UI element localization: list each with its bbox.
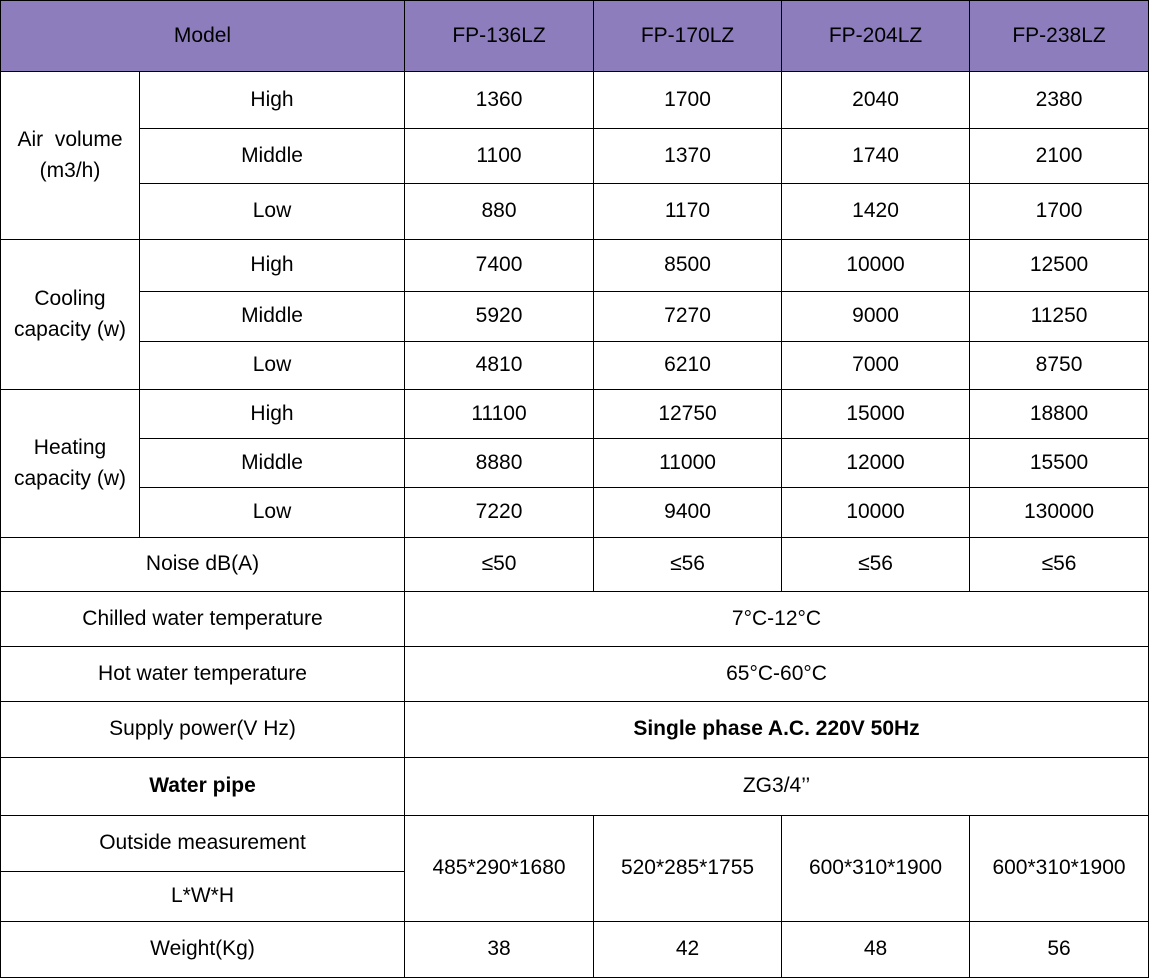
- value-cell: 5920: [405, 292, 594, 342]
- value-cell: 1360: [405, 72, 594, 129]
- hot-water-value: 65°C-60°C: [405, 647, 1149, 702]
- value-cell: 1740: [782, 129, 970, 184]
- group-label-line: Air volume: [17, 128, 123, 152]
- dimension-cell: 520*285*1755: [594, 816, 782, 922]
- value-cell: 4810: [405, 342, 594, 390]
- header-row: [1, 1, 1149, 72]
- value-cell: 1370: [594, 129, 782, 184]
- value-cell: 8500: [594, 240, 782, 292]
- value-cell: 1100: [405, 129, 594, 184]
- value-cell: 8750: [970, 342, 1149, 390]
- value-cell: ≤50: [405, 538, 594, 592]
- lwh-label: L*W*H: [1, 872, 405, 922]
- value-cell: 1700: [970, 184, 1149, 240]
- value-cell: 12750: [594, 390, 782, 439]
- weight-label: Weight(Kg): [1, 922, 405, 978]
- value-cell: 12500: [970, 240, 1149, 292]
- table-row: [1, 439, 1149, 488]
- level-cell: Low: [140, 342, 405, 390]
- table-row: [1, 488, 1149, 538]
- value-cell: 880: [405, 184, 594, 240]
- table-row: [1, 129, 1149, 184]
- table-row: [1, 816, 1149, 872]
- water-pipe-value: ZG3/4’’: [405, 758, 1149, 816]
- level-cell: High: [140, 390, 405, 439]
- value-cell: 1700: [594, 72, 782, 129]
- air-volume-label: [1, 72, 140, 240]
- value-cell: 38: [405, 922, 594, 978]
- water-pipe-label: Water pipe: [1, 758, 405, 816]
- value-cell: 7220: [405, 488, 594, 538]
- value-cell: 7000: [782, 342, 970, 390]
- group-label-line: Cooling: [34, 287, 106, 311]
- level-cell: High: [140, 72, 405, 129]
- table-row: [1, 292, 1149, 342]
- table-row: [1, 184, 1149, 240]
- value-cell: 8880: [405, 439, 594, 488]
- model-name: FP-170LZ: [594, 1, 782, 72]
- dimension-cell: 600*310*1900: [782, 816, 970, 922]
- dimension-cell: 600*310*1900: [970, 816, 1149, 922]
- group-label-line: capacity (w): [13, 466, 127, 490]
- value-cell: 18800: [970, 390, 1149, 439]
- table-row: [1, 342, 1149, 390]
- value-cell: 2380: [970, 72, 1149, 129]
- level-cell: Low: [140, 488, 405, 538]
- table-row: [1, 240, 1149, 292]
- table-row: [1, 758, 1149, 816]
- level-cell: Middle: [140, 439, 405, 488]
- value-cell: 6210: [594, 342, 782, 390]
- table-row: [1, 922, 1149, 978]
- value-cell: 15000: [782, 390, 970, 439]
- value-cell: 7400: [405, 240, 594, 292]
- value-cell: 9400: [594, 488, 782, 538]
- level-cell: Middle: [140, 292, 405, 342]
- value-cell: ≤56: [594, 538, 782, 592]
- value-cell: 11250: [970, 292, 1149, 342]
- outside-measurement-label: Outside measurement: [1, 816, 405, 872]
- chilled-water-label: Chilled water temperature: [1, 592, 405, 647]
- level-cell: Middle: [140, 129, 405, 184]
- model-name: FP-238LZ: [970, 1, 1149, 72]
- value-cell: 42: [594, 922, 782, 978]
- value-cell: 11100: [405, 390, 594, 439]
- model-name: FP-136LZ: [405, 1, 594, 72]
- noise-label: Noise dB(A): [1, 538, 405, 592]
- heating-capacity-label: [1, 390, 140, 538]
- value-cell: 10000: [782, 240, 970, 292]
- value-cell: ≤56: [782, 538, 970, 592]
- value-cell: ≤56: [970, 538, 1149, 592]
- value-cell: 48: [782, 922, 970, 978]
- supply-power-label: Supply power(V Hz): [1, 702, 405, 758]
- value-cell: 11000: [594, 439, 782, 488]
- model-header: Model: [1, 1, 405, 72]
- model-name: FP-204LZ: [782, 1, 970, 72]
- table-row: [1, 538, 1149, 592]
- value-cell: 56: [970, 922, 1149, 978]
- value-cell: 7270: [594, 292, 782, 342]
- hot-water-label: Hot water temperature: [1, 647, 405, 702]
- value-cell: 10000: [782, 488, 970, 538]
- value-cell: 2100: [970, 129, 1149, 184]
- table-row: [1, 702, 1149, 758]
- value-cell: 1420: [782, 184, 970, 240]
- table-row: [1, 390, 1149, 439]
- group-label-line: capacity (w): [13, 317, 127, 341]
- table-row: [1, 72, 1149, 129]
- level-cell: High: [140, 240, 405, 292]
- value-cell: 2040: [782, 72, 970, 129]
- dimension-cell: 485*290*1680: [405, 816, 594, 922]
- chilled-water-value: 7°C-12°C: [405, 592, 1149, 647]
- value-cell: 1170: [594, 184, 782, 240]
- group-label-line: (m3/h): [39, 158, 101, 182]
- value-cell: 15500: [970, 439, 1149, 488]
- group-label-line: Heating: [33, 436, 107, 460]
- value-cell: 9000: [782, 292, 970, 342]
- supply-power-value: Single phase A.C. 220V 50Hz: [405, 702, 1149, 758]
- table-row: [1, 647, 1149, 702]
- level-cell: Low: [140, 184, 405, 240]
- table-row: [1, 592, 1149, 647]
- value-cell: 130000: [970, 488, 1149, 538]
- value-cell: 12000: [782, 439, 970, 488]
- cooling-capacity-label: [1, 240, 140, 390]
